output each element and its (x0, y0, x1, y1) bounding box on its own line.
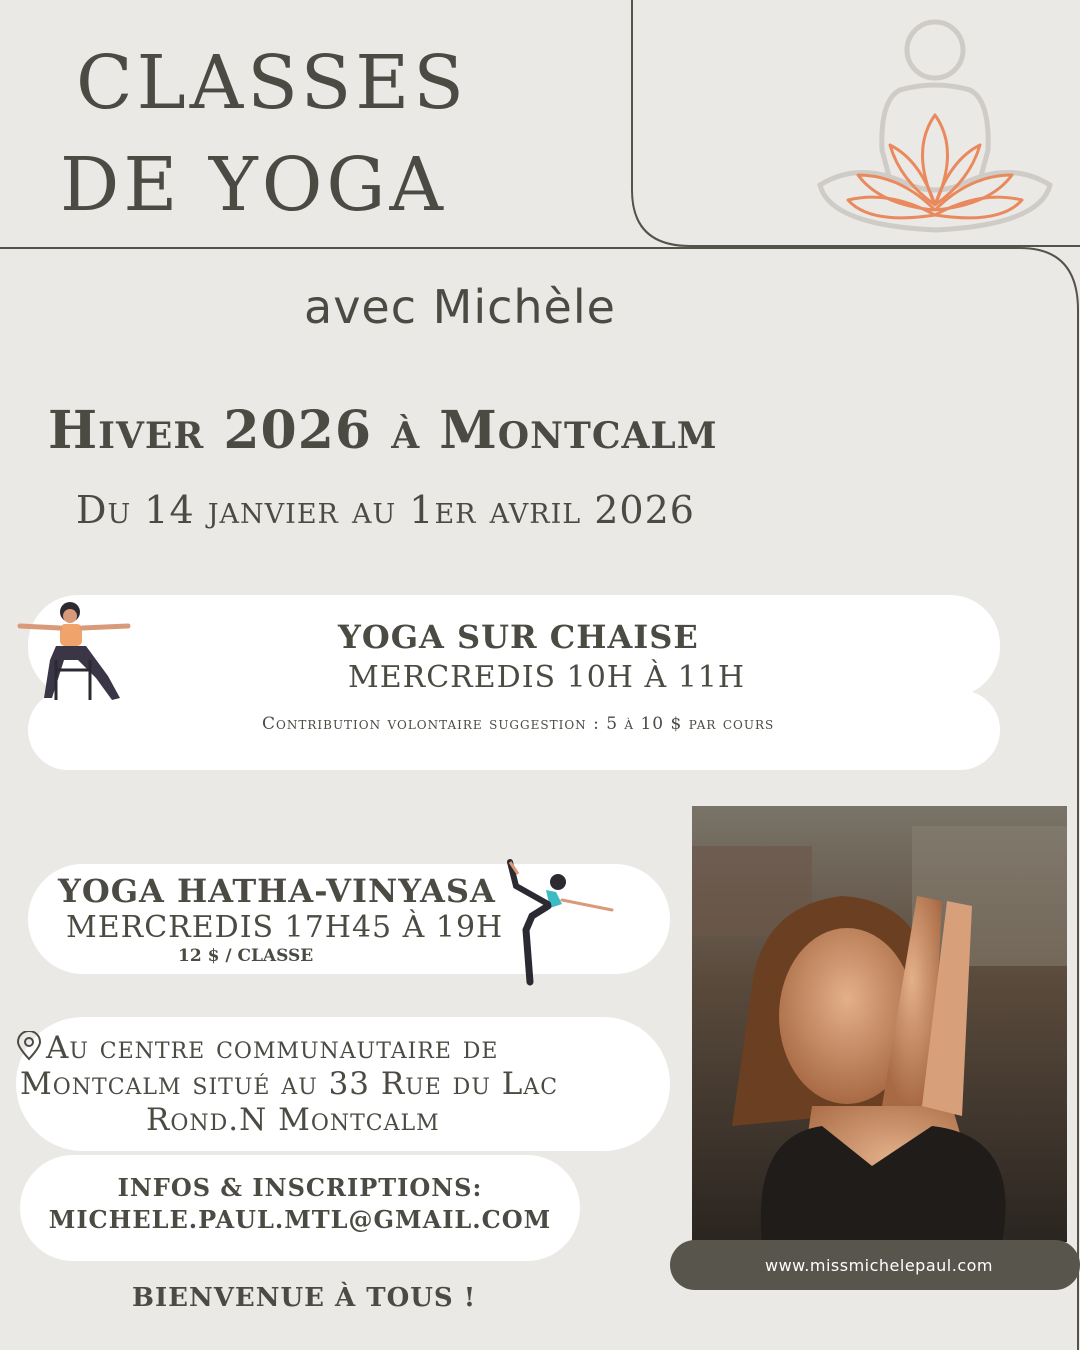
season-heading: Hiver 2026 à Montcalm (48, 400, 718, 461)
location-pin-icon (16, 1031, 42, 1061)
contact-email[interactable]: MICHELE.PAUL.MTL@GMAIL.COM (48, 1205, 552, 1234)
location-line1: Au centre communautaire de (46, 1030, 499, 1066)
dancer-pose-illustration (496, 856, 618, 986)
page-title-line2: DE YOGA (60, 142, 447, 228)
website-link[interactable]: www.missmichelepaul.com (765, 1256, 993, 1275)
welcome-text: BIENVENUE À TOUS ! (132, 1283, 477, 1313)
location-line2: Montcalm situé au 33 Rue du Lac (20, 1066, 559, 1102)
class-title-chair: YOGA SUR CHAISE (338, 618, 699, 656)
class-note-chair: Contribution volontaire suggestion : 5 à 10 $ par cours (262, 714, 775, 734)
contact-label: INFOS & INSCRIPTIONS: (117, 1173, 483, 1202)
class-price-hatha: 12 $ / CLASSE (178, 946, 314, 966)
chair-yoga-illustration (16, 598, 134, 708)
page-title-line1: CLASSES (76, 40, 469, 126)
location-line3: Rond.N Montcalm (146, 1102, 440, 1138)
class-time-chair: MERCREDIS 10H À 11H (348, 660, 746, 695)
instructor-photo (692, 806, 1067, 1242)
session-dates: Du 14 janvier au 1er avril 2026 (76, 488, 695, 532)
class-title-hatha: YOGA HATHA-VINYASA (58, 872, 496, 910)
subtitle: avec Michèle (304, 280, 616, 334)
meditation-lotus-icon (800, 10, 1070, 245)
class-time-hatha: MERCREDIS 17H45 À 19H (66, 910, 504, 945)
